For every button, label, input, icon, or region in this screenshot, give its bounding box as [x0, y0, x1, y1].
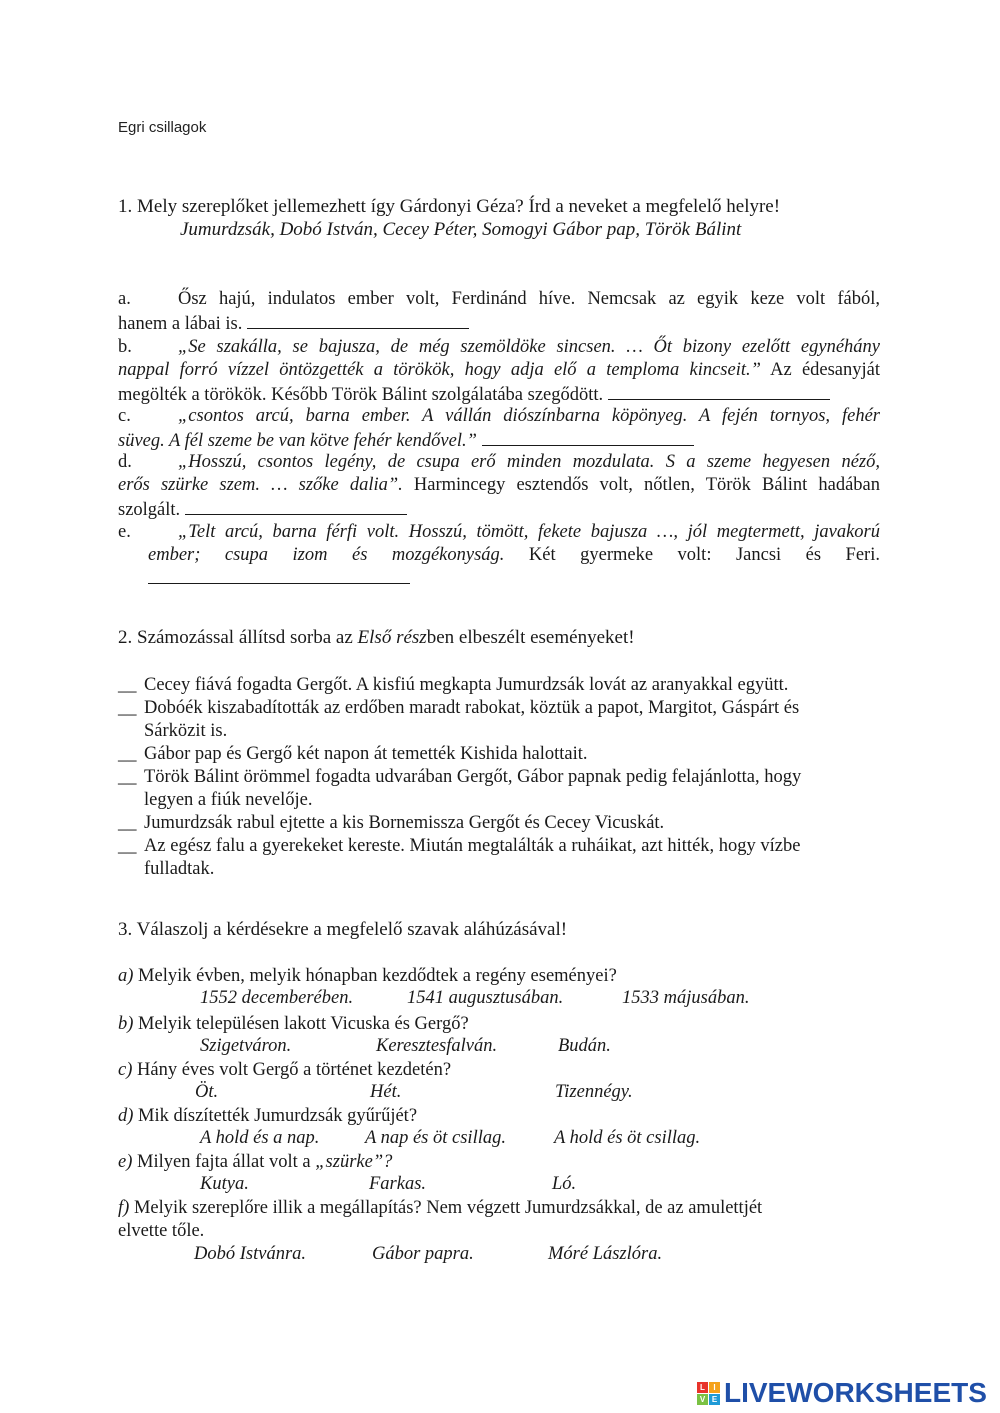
item-text: Az édesanyját: [760, 360, 881, 380]
q3-question-b: [118, 1013, 469, 1036]
q3-question-f-cont: elvette tőle.: [118, 1221, 205, 1241]
order-item-5[interactable]: [118, 812, 880, 835]
prompt-text: ben elbeszélt eseményeket!: [426, 627, 635, 648]
answer-blank-a[interactable]: [247, 311, 469, 329]
order-text: Jumurdzsák rabul ejtette a kis Bornemissza Gergőt és Cecey Vicuskát.: [144, 813, 665, 833]
order-item-4[interactable]: [118, 766, 880, 812]
q3c-option-1[interactable]: Öt.: [195, 1082, 219, 1102]
q3-question-d: [118, 1105, 417, 1128]
item-label: a.: [118, 289, 131, 309]
badge-cell: I: [709, 1382, 720, 1393]
q3f-option-3[interactable]: Móré Lászlóra.: [548, 1244, 663, 1264]
item-label: b.: [118, 337, 132, 357]
q3f-option-1[interactable]: Dobó Istvánra.: [194, 1244, 307, 1264]
q1-item-e-line2: [148, 544, 880, 567]
item-text: Két gyermeke volt: Jancsi és Feri.: [504, 545, 880, 565]
q3c-option-3[interactable]: Tizennégy.: [555, 1082, 633, 1102]
item-quote: „Telt arcú, barna férfi volt. Hosszú, tömött, fekete bajusza …, jól megtermett, javakorú: [178, 522, 880, 542]
question-3-prompt: 3. Válaszolj a kérdésekre a megfelelő szavak aláhúzásával!: [118, 919, 568, 940]
liveworksheets-logo: [697, 1378, 987, 1408]
q1-item-a: [118, 288, 880, 311]
question-letter: e): [118, 1152, 133, 1172]
question-letter: a): [118, 966, 134, 986]
order-blank[interactable]: __: [118, 675, 137, 695]
badge-cell: E: [709, 1394, 720, 1405]
q1-item-b: [118, 336, 880, 359]
question-1-prompt: 1. Mely szereplőket jellemezhett így Gárdonyi Géza? Írd a neveket a megfelelő helyre!: [118, 196, 781, 217]
q3d-option-1[interactable]: A hold és a nap.: [200, 1128, 320, 1148]
item-text: hanem a lábai is.: [118, 314, 243, 334]
q3a-option-3[interactable]: 1533 májusában.: [622, 988, 750, 1008]
q3f-option-2[interactable]: Gábor papra.: [372, 1244, 474, 1264]
order-blank[interactable]: __: [118, 836, 137, 856]
item-label: d.: [118, 452, 132, 472]
order-item-1[interactable]: [118, 674, 880, 697]
item-quote: ember; csupa izom és mozgékonyság.: [148, 545, 505, 565]
q1-item-a-cont: [118, 311, 880, 336]
q3e-option-3[interactable]: Ló.: [552, 1174, 577, 1194]
question-text: Mik díszítették Jumurdzsák gyűrűjét?: [133, 1106, 418, 1126]
question-text: Milyen fajta állat volt a: [132, 1152, 316, 1172]
logo-badge-icon: [697, 1382, 720, 1405]
question-letter: d): [118, 1106, 134, 1126]
prompt-italic: Első rész: [357, 627, 427, 648]
order-blank[interactable]: __: [118, 813, 137, 833]
logo-text: LIVEWORKSHEETS: [724, 1377, 987, 1408]
answer-blank-d[interactable]: [185, 497, 407, 515]
order-text-cont: fulladtak.: [144, 859, 215, 879]
answer-blank-b[interactable]: [608, 382, 830, 400]
order-blank[interactable]: __: [118, 744, 137, 764]
q3-question-e: [118, 1151, 392, 1174]
q1-item-d-line2: [118, 474, 880, 497]
order-text: Dobóék kiszabadították az erdőben maradt rabokat, köztük a papot, Margitot, Gáspárt és: [144, 698, 800, 718]
order-blank[interactable]: __: [118, 698, 137, 718]
q1-item-e-line3: [148, 566, 410, 589]
q1-item-d: [118, 451, 880, 474]
item-quote: süveg. A fél szeme be van kötve fehér kendővel.”: [118, 431, 477, 451]
badge-cell: V: [697, 1394, 708, 1405]
order-text-cont: Sárközit is.: [144, 721, 228, 741]
order-text: Cecey fiává fogadta Gergőt. A kisfiú megkapta Jumurdzsák lovát az aranyakkal együtt.: [144, 675, 789, 695]
q1-item-c: [118, 405, 880, 428]
prompt-text: 2. Számozással állítsd sorba az: [118, 627, 358, 648]
question-letter: f): [118, 1198, 130, 1218]
order-text: Gábor pap és Gergő két napon át temették Kishida halottait.: [144, 744, 588, 764]
q3e-option-1[interactable]: Kutya.: [200, 1174, 249, 1194]
badge-cell: L: [697, 1382, 708, 1393]
q1-item-b-line2: [118, 359, 880, 382]
order-item-6[interactable]: [118, 835, 880, 881]
q3b-option-1[interactable]: Szigetváron.: [200, 1036, 292, 1056]
q3-question-f: [118, 1197, 762, 1220]
item-text: szolgált.: [118, 500, 181, 520]
order-item-3[interactable]: [118, 743, 880, 766]
question-italic: „szürke”?: [315, 1152, 393, 1172]
item-label: c.: [118, 406, 131, 426]
item-quote: „csontos arcú, barna ember. A vállán diószínbarna köpönyeg. A fején tornyos, fehér: [178, 406, 880, 426]
q3a-option-1[interactable]: 1552 decemberében.: [200, 988, 354, 1008]
item-quote: „Se szakálla, se bajusza, de még szemöldöke sincsen. … Őt bizony ezelőtt egynéhány: [178, 337, 880, 357]
question-letter: c): [118, 1060, 133, 1080]
q3e-option-2[interactable]: Farkas.: [369, 1174, 427, 1194]
item-quote: nappal forró vízzel öntözgették a törökök, hogy adja elő a temploma kincseit.”: [118, 360, 761, 380]
item-label: e.: [118, 522, 131, 542]
question-2-prompt: [118, 626, 635, 649]
question-text: Melyik településen lakott Vicuska és Gergő?: [133, 1014, 469, 1034]
order-text-cont: legyen a fiúk nevelője.: [144, 790, 313, 810]
q3b-option-2[interactable]: Keresztesfalván.: [376, 1036, 498, 1056]
worksheet-title: Egri csillagok: [118, 119, 207, 136]
item-text: megölték a törökök. Később Török Bálint szolgálatába szegődött.: [118, 385, 604, 405]
question-text: Melyik szereplőre illik a megállapítás? Nem végzett Jumurdzsákkal, de az amulettjét: [129, 1198, 763, 1218]
q3-question-a: [118, 965, 617, 988]
order-item-2[interactable]: [118, 697, 880, 743]
question-text: Melyik évben, melyik hónapban kezdődtek a regény eseményei?: [133, 966, 617, 986]
q3-question-c: [118, 1059, 451, 1082]
question-1-names: Jumurdzsák, Dobó István, Cecey Péter, Somogyi Gábor pap, Török Bálint: [180, 219, 742, 240]
order-text: Az egész falu a gyerekeket kereste. Miután megtalálták a ruháikat, azt hitték, hogy vízbe: [144, 836, 801, 856]
q3c-option-2[interactable]: Hét.: [370, 1082, 402, 1102]
item-text: Ősz hajú, indulatos ember volt, Ferdinánd híve. Nemcsak az egyik keze volt fából,: [178, 289, 880, 309]
order-blank[interactable]: __: [118, 767, 137, 787]
q3b-option-3[interactable]: Budán.: [558, 1036, 611, 1056]
q3d-option-2[interactable]: A nap és öt csillag.: [365, 1128, 506, 1148]
order-text: Török Bálint örömmel fogadta udvarában Gergőt, Gábor papnak pedig felajánlotta, hogy: [144, 767, 802, 787]
q1-item-c-line2: [118, 428, 880, 453]
question-text: Hány éves volt Gergő a történet kezdetén?: [132, 1060, 452, 1080]
item-quote: erős szürke szem. … szőke dalia”.: [118, 475, 403, 495]
q3a-option-2[interactable]: 1541 augusztusában.: [407, 988, 564, 1008]
answer-blank-e[interactable]: [148, 566, 410, 584]
q1-item-e: [118, 521, 880, 544]
q3d-option-3[interactable]: A hold és öt csillag.: [554, 1128, 701, 1148]
q1-item-d-line3: [118, 497, 880, 522]
question-letter: b): [118, 1014, 134, 1034]
item-text: Harmincegy esztendős volt, nőtlen, Török Bálint hadában: [402, 475, 880, 495]
q1-item-b-line3: [118, 382, 880, 407]
item-quote: „Hosszú, csontos legény, de csupa erő minden mozdulata. S a szeme hegyesen néző,: [178, 452, 880, 472]
answer-blank-c[interactable]: [482, 428, 694, 446]
